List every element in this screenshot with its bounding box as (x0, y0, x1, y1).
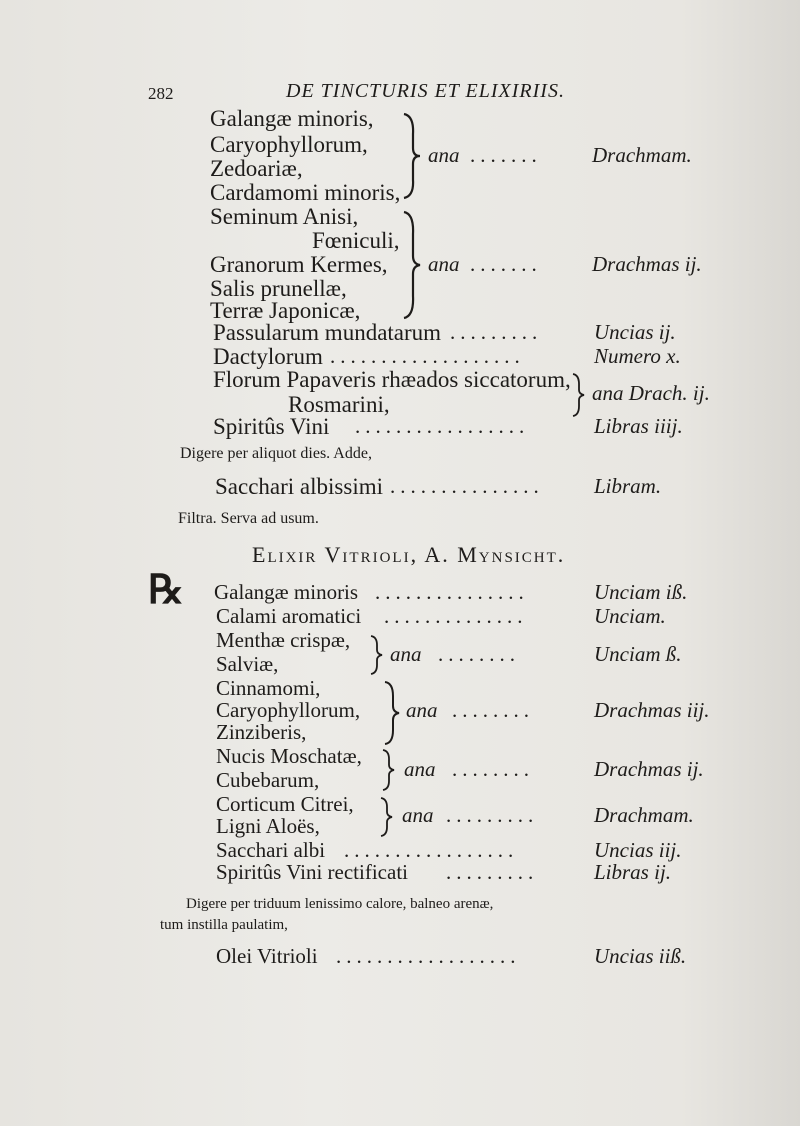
amount: Drachmam. (594, 803, 694, 827)
amount: Numero x. (594, 344, 681, 368)
brace-icon (368, 634, 384, 676)
dot-leader: ................... (330, 344, 525, 368)
dot-leader: ......... (446, 803, 539, 827)
ingredient: Cinnamomi, (216, 676, 321, 700)
amount: Drachmas iij. (594, 698, 710, 722)
amount: Uncias ij. (594, 320, 676, 344)
ingredient: Passularum mundatarum (213, 320, 442, 345)
ingredient: Terræ Japonicæ, (210, 298, 361, 323)
amount: Drachmas ij. (594, 757, 704, 781)
dot-leader: ......... (446, 860, 539, 884)
amount: Unciam iß. (594, 580, 688, 604)
dot-leader: ............... (390, 474, 544, 498)
ana-label: ana (402, 803, 434, 827)
page-number: 282 (148, 84, 174, 103)
brace-icon (380, 748, 396, 792)
brace-icon (382, 680, 402, 746)
dot-leader: .............. (384, 604, 528, 628)
amount: Libram. (594, 474, 662, 498)
amount: Uncias iij. (594, 838, 682, 862)
brace-icon (378, 796, 394, 838)
ingredient: Salviæ, (216, 652, 279, 676)
ana-label: ana (406, 698, 438, 722)
ingredient: Caryophyllorum, (210, 132, 368, 157)
dot-leader: ................. (355, 414, 530, 438)
brace-icon (400, 210, 424, 320)
ingredient: Cubebarum, (216, 768, 320, 792)
amount: Drachmas ij. (592, 252, 702, 276)
ingredient: Florum Papaveris rhæados siccatorum, (213, 367, 571, 392)
brace-icon (570, 372, 586, 418)
ana-label: ana (404, 757, 436, 781)
ingredient: Spiritûs Vini (213, 414, 330, 439)
ana-label: ana (428, 143, 460, 167)
ingredient: Sacchari albissimi (215, 474, 383, 499)
ingredient: Corticum Citrei, (216, 792, 354, 816)
ingredient: Ligni Aloës, (216, 814, 320, 838)
ingredient: Zedoariæ, (210, 156, 303, 181)
ingredient: Galangæ minoris (214, 580, 359, 604)
ingredient: Salis prunellæ, (210, 276, 347, 301)
ingredient: Zinziberis, (216, 720, 307, 744)
amount: ana Drach. ij. (592, 381, 710, 405)
amount: Libras ij. (594, 860, 672, 884)
ingredient: Spiritûs Vini rectificati (216, 860, 408, 884)
ingredient: Caryophyllorum, (216, 698, 361, 722)
ingredient: Sacchari albi (216, 838, 326, 862)
amount: Libras iiij. (594, 414, 683, 438)
ingredient: Fœniculi, (312, 228, 400, 253)
ingredient: Menthæ crispæ, (216, 628, 351, 652)
amount: Uncias iiß. (594, 944, 687, 968)
instruction: Digere per triduum lenissimo calore, balneo arenæ, (186, 896, 494, 912)
amount: Unciam ß. (594, 642, 682, 666)
recipe-symbol-icon: ℞ (148, 567, 184, 612)
running-title: DE TINCTURIS ET ELIXIRIIS. (286, 80, 565, 102)
ingredient: Granorum Kermes, (210, 252, 388, 277)
instruction: Digere per aliquot dies. Adde, (180, 445, 372, 462)
instruction: tum instilla paulatim, (160, 917, 288, 933)
ingredient: Seminum Anisi, (210, 204, 359, 229)
ana-label: ana (390, 642, 422, 666)
ingredient: Nucis Moschatæ, (216, 744, 362, 768)
amount: Unciam. (594, 604, 666, 628)
dot-leader: ......... (450, 320, 543, 344)
ingredient: Olei Vitrioli (216, 944, 318, 968)
ana-label: ana (428, 252, 460, 276)
ingredient: Rosmarini, (288, 392, 390, 417)
dot-leader: ........ (452, 757, 534, 781)
dot-leader: ........ (438, 642, 520, 666)
ingredient: Cardamomi minoris, (210, 180, 401, 205)
instruction: Filtra. Serva ad usum. (178, 510, 319, 527)
ingredient: Calami aromatici (216, 604, 362, 628)
dot-leader: ....... (470, 252, 542, 276)
dot-leader: .................. (336, 944, 521, 968)
dot-leader: ........ (452, 698, 534, 722)
amount: Drachmam. (592, 143, 692, 167)
dot-leader: ............... (375, 580, 529, 604)
dot-leader: ................. (344, 838, 519, 862)
brace-icon (400, 112, 422, 200)
dot-leader: ....... (470, 143, 542, 167)
section-title: Elixir Vitrioli, A. Mynsicht. (252, 542, 566, 567)
ingredient: Dactylorum (213, 344, 323, 369)
ingredient: Galangæ minoris, (210, 106, 374, 131)
